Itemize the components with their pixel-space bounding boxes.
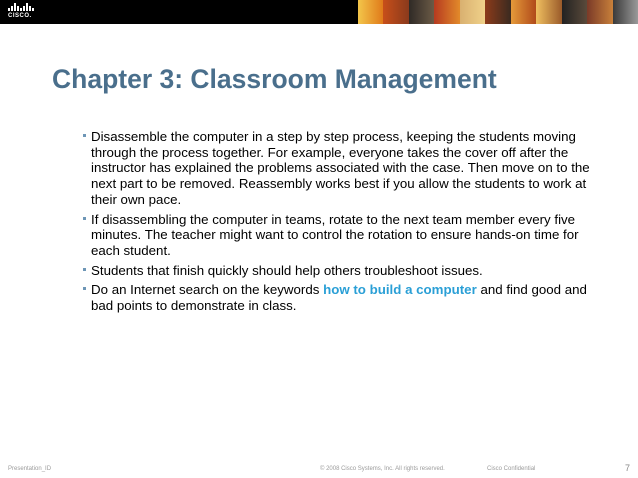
cisco-logo	[8, 3, 38, 21]
bullet-item	[82, 212, 602, 259]
footer-copyright: © 2008 Cisco Systems, Inc. All rights reserved.	[320, 466, 445, 472]
header-photo-strip	[358, 0, 638, 24]
bullet-text: If disassembling the computer in teams, rotate to the next team member every five minutes. The teacher might want to control the rotation to ensure hands-on time for each student.	[91, 211, 579, 258]
bullet-list	[82, 129, 602, 318]
bullet-text: Students that finish quickly should help others troubleshoot issues.	[91, 262, 483, 278]
brand-name: CISCO.	[8, 13, 32, 19]
bullet-item	[82, 282, 602, 313]
bullet-text: Do an Internet search on the keywords	[91, 282, 324, 298]
bullet-item	[82, 263, 602, 279]
header-bar	[0, 0, 638, 24]
slide-title: Chapter 3: Classroom Management	[52, 64, 497, 94]
bullet-item	[82, 129, 602, 208]
footer-confidential: Cisco Confidential	[487, 466, 536, 472]
bullet-text: and find good and bad points to demonstrate in class.	[91, 282, 587, 314]
search-keyword-highlight: how to build a computer	[323, 282, 477, 298]
footer-presentation-id: Presentation_ID	[8, 466, 52, 472]
page-number: 7	[624, 463, 630, 473]
cisco-bridge-icon	[8, 3, 38, 11]
bullet-text: Disassemble the computer in a step by step process, keeping the students moving through the process together. For example, everyone takes the cover off after the instructor has explained the problems associated with the case. Then move on to the next part to be removed. Reassembly works best if you allow the students to work at their own pace.	[91, 129, 590, 207]
